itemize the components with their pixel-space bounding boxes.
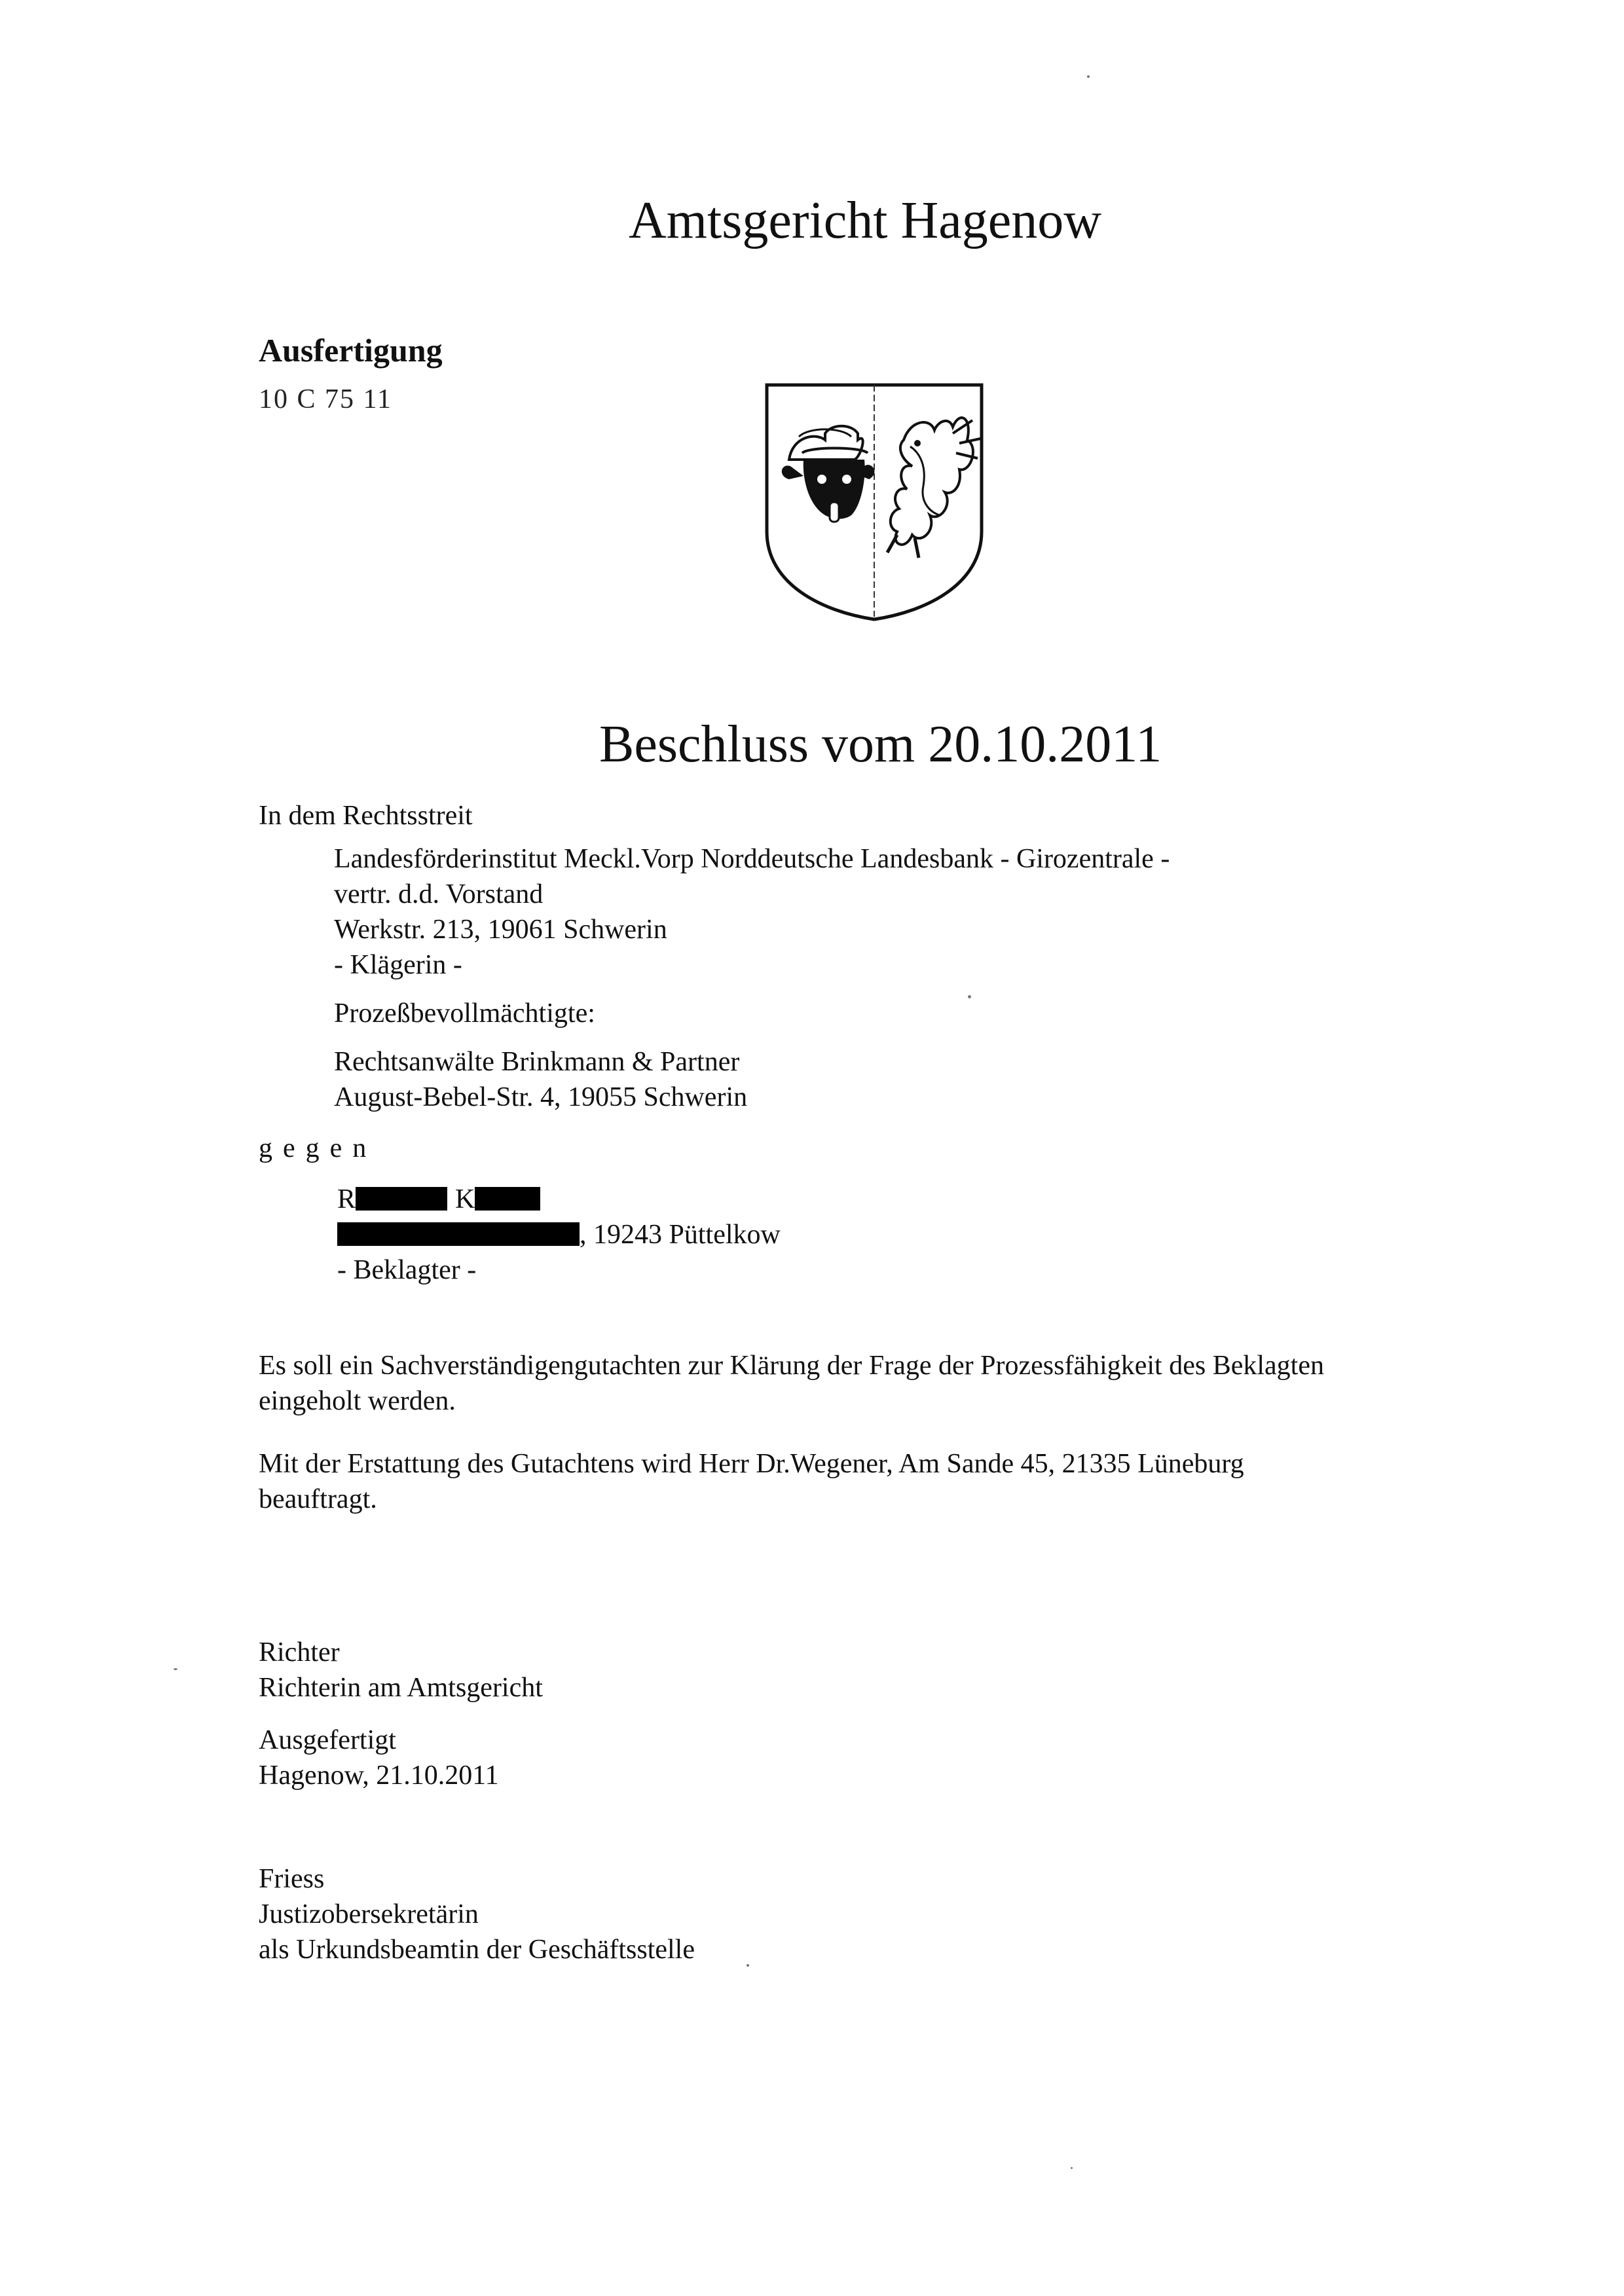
decision-title: Beschluss vom 20.10.2011 xyxy=(599,716,1162,773)
issued-place-date: Hagenow, 21.10.2011 xyxy=(259,1760,499,1791)
scan-speck xyxy=(1087,75,1090,78)
clerk-name: Friess xyxy=(259,1864,325,1894)
document-type-label: Ausfertigung xyxy=(259,332,443,369)
scan-speck xyxy=(174,1668,177,1670)
counsel-address: August-Bebel-Str. 4, 19055 Schwerin xyxy=(334,1082,748,1112)
judge-line-2: Richterin am Amtsgericht xyxy=(259,1673,543,1703)
court-name: Amtsgericht Hagenow xyxy=(629,192,1102,249)
rechtsstreit-intro: In dem Rechtsstreit xyxy=(259,801,473,831)
redaction-bar xyxy=(337,1222,580,1246)
scan-speck xyxy=(747,1964,749,1967)
defendant-name xyxy=(337,1184,540,1215)
coat-of-arms xyxy=(763,381,986,623)
judge-line-1: Richter xyxy=(259,1637,340,1667)
counsel-name: Rechtsanwälte Brinkmann & Partner xyxy=(334,1047,740,1077)
plaintiff-representation: vertr. d.d. Vorstand xyxy=(334,879,544,909)
plaintiff-role: - Klägerin - xyxy=(334,950,462,980)
scan-speck xyxy=(968,995,971,998)
defendant-role: - Beklagter - xyxy=(337,1255,477,1285)
paragraph-1-line-1: Es soll ein Sachverständigengutachten zur Klärung der Frage der Prozessfähigkeit des Beklagten xyxy=(259,1351,1324,1381)
bull-head-icon xyxy=(763,381,877,522)
issued-label: Ausgefertigt xyxy=(259,1725,396,1755)
counsel-label: Prozeßbevollmächtigte: xyxy=(334,998,595,1029)
clerk-title: Justizobersekretärin xyxy=(259,1899,479,1929)
defendant-first-initial: R xyxy=(337,1184,356,1214)
redaction-bar xyxy=(356,1187,447,1211)
defendant-address-suffix: , 19243 Püttelkow xyxy=(580,1220,781,1250)
griffin-icon xyxy=(887,418,980,558)
defendant-last-initial: K xyxy=(455,1184,475,1214)
plaintiff-address: Werkstr. 213, 19061 Schwerin xyxy=(334,915,667,945)
plaintiff-name: Landesförderinstitut Meckl.Vorp Norddeutsche Landesbank - Girozentrale - xyxy=(334,844,1170,874)
clerk-role: als Urkundsbeamtin der Geschäftsstelle xyxy=(259,1935,695,1965)
scan-speck xyxy=(1071,2167,1073,2169)
paragraph-2-line-1: Mit der Erstattung des Gutachtens wird Herr Dr.Wegener, Am Sande 45, 21335 Lüneburg xyxy=(259,1449,1244,1479)
versus-label: gegen xyxy=(259,1133,377,1163)
paragraph-1-line-2: eingeholt werden. xyxy=(259,1386,456,1416)
paragraph-2-line-2: beauftragt. xyxy=(259,1484,377,1514)
defendant-address xyxy=(337,1219,781,1250)
redaction-bar xyxy=(475,1187,540,1211)
case-number: 10 C 75 11 xyxy=(259,384,392,414)
